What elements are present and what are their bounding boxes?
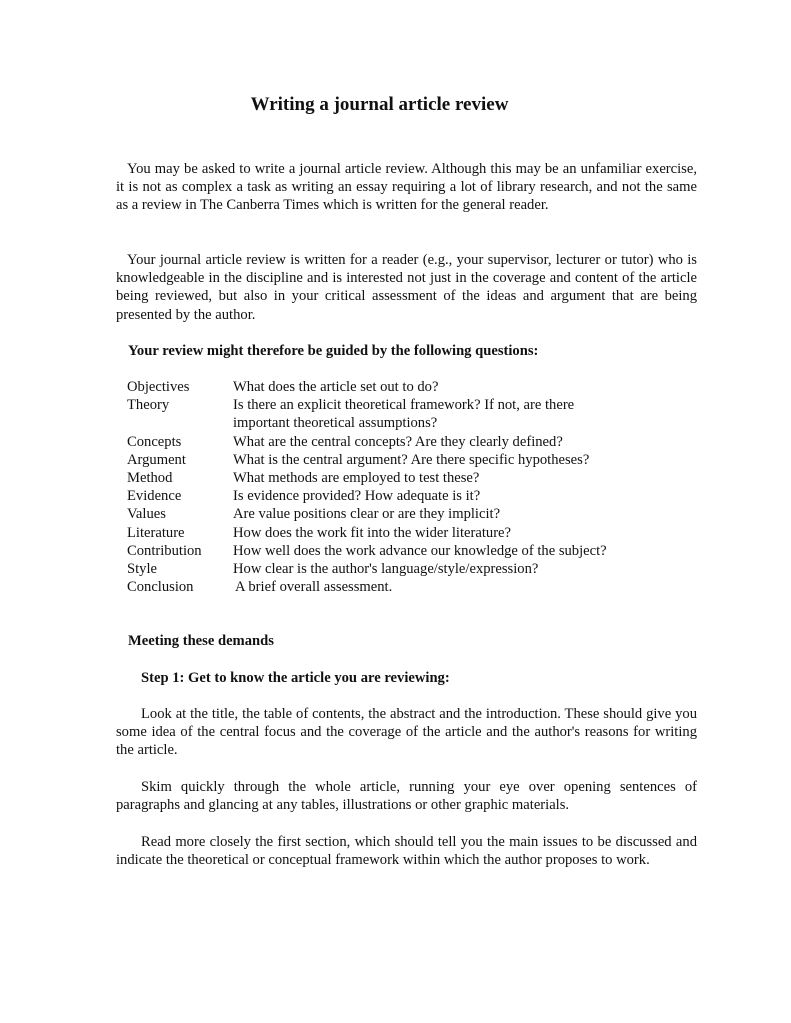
question-term: Literature: [127, 524, 185, 541]
intro-paragraph-2: Your journal article review is written for a reader (e.g., your supervisor, lecturer or tutor) who is knowledgeable in the discipline and is interested not just in the coverage and content of the article being reviewed, but also in your critical assessment of the ideas and argument that are being presented by the author.: [116, 252, 697, 323]
question-term: Concepts: [127, 433, 182, 450]
question-desc: Is there an explicit theoretical framework? If not, are there important theoretical assumptions?: [233, 397, 575, 432]
question-term: Contribution: [127, 542, 202, 559]
question-term: Objectives: [127, 379, 190, 395]
question-desc: A brief overall assessment.: [235, 579, 393, 596]
page-title-text: Writing a journal article review: [250, 94, 509, 115]
question-term: Method: [127, 470, 173, 487]
question-term: Values: [127, 506, 166, 523]
question-row: [127, 378, 697, 396]
question-desc: How does the work fit into the wider literature?: [233, 524, 512, 541]
question-desc: Are value positions clear or are they implicit?: [233, 506, 501, 523]
step-1-paragraph-2: Skim quickly through the whole article, running your eye over opening sentences of paragraphs and glancing at any tables, illustrations or other graphic materials.: [116, 779, 697, 814]
question-row: [127, 433, 697, 451]
question-row: [127, 487, 697, 505]
question-term: Conclusion: [127, 579, 194, 596]
question-row: [127, 578, 697, 596]
question-desc: What is the central argument? Are there specific hypotheses?: [233, 451, 590, 468]
step-1-paragraph-1: Look at the title, the table of contents, the abstract and the introduction. These should give you some idea of the central focus and the coverage of the article and the author's reasons for writing the article.: [116, 706, 697, 759]
page-title: [0, 94, 791, 116]
question-desc: Is evidence provided? How adequate is it?: [233, 488, 481, 505]
question-term: Theory: [127, 397, 170, 414]
question-row: [127, 396, 697, 432]
step-1-heading: Step 1: Get to know the article you are reviewing:: [141, 670, 450, 686]
question-term: Argument: [127, 451, 186, 468]
meeting-demands-heading: Meeting these demands: [128, 633, 274, 649]
question-desc: What are the central concepts? Are they clearly defined?: [233, 433, 563, 450]
question-row: [127, 542, 697, 560]
intro-paragraph-1: You may be asked to write a journal article review. Although this may be an unfamiliar exercise, it is not as complex a task as writing an essay requiring a lot of library research, and not the same as a review in The Canberra Times which is written for the general reader.: [116, 161, 697, 214]
question-row: [127, 469, 697, 487]
questions-heading: Your review might therefore be guided by the following questions:: [128, 343, 539, 359]
question-desc: How well does the work advance our knowledge of the subject?: [233, 542, 607, 559]
question-desc: What methods are employed to test these?: [233, 470, 480, 487]
question-term: Style: [127, 561, 157, 578]
question-row: [127, 451, 697, 469]
question-desc: How clear is the author's language/style/expression?: [233, 561, 539, 578]
question-term: Evidence: [127, 488, 182, 505]
questions-table: [127, 378, 697, 596]
question-desc: What does the article set out to do?: [233, 379, 439, 395]
question-row: [127, 505, 697, 523]
question-row: [127, 560, 697, 578]
question-row: [127, 524, 697, 542]
step-1-paragraph-3: Read more closely the first section, which should tell you the main issues to be discussed and indicate the theoretical or conceptual framework within which the author proposes to work.: [116, 834, 697, 869]
